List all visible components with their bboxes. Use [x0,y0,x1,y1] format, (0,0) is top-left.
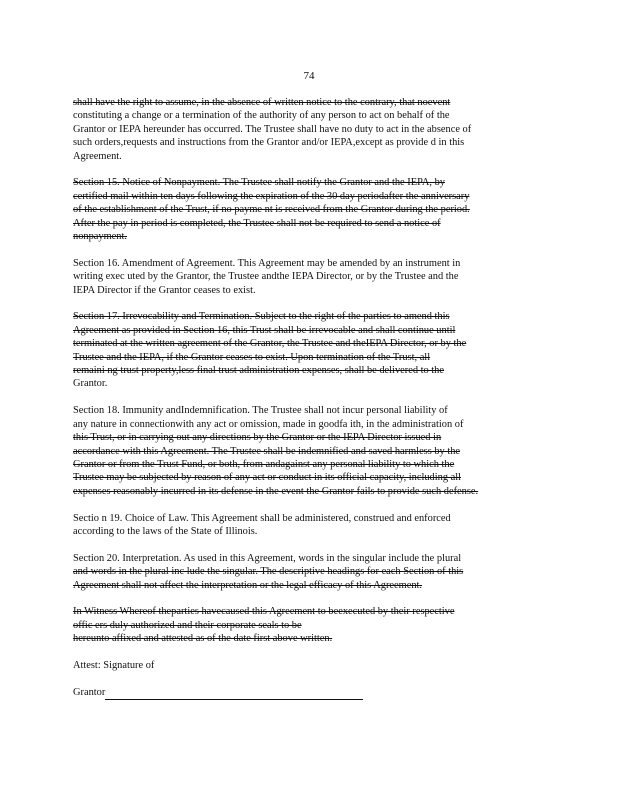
struck-text-line: Agreement as provided in Section 16, this Trust shall be irrevocable and shall continue until [73,324,456,336]
text-line: Agreement. [73,150,122,162]
struck-text-line: Section 17. Irrevocability and Termination. Subject to the right of the parties to amend this [73,311,450,323]
struck-text-line: accordance with this Agreement. The Trustee shall be indemnified and saved harmless by the [73,445,461,457]
paragraph [73,605,543,645]
struck-text-line: expenses reasonably incurred in its defense in the event the Grantor fails to provide such defense. [73,485,479,497]
struck-text-line: After the pay in period is completed, the Trustee shall not be required to send a notice of [73,217,441,229]
text-line: IEPA Director if the Grantor ceases to exist. [73,284,256,296]
paragraph [73,552,543,592]
text-line: Section 16. Amendment of Agreement. This Agreement may be amended by an instrument in [73,257,461,269]
struck-text-line: this Trust, or in carrying out any directions by the Grantor or the IEPA Director issued in [73,432,442,444]
paragraph [73,310,543,390]
text-line: Section 18. Immunity andIndemnification. The Trustee shall not incur personal liability of [73,405,448,417]
text-line: constituting a change or a termination of the authority of any person to act on behalf of the [73,110,450,122]
struck-text-line: and words in the plural inc lude the singular. The descriptive headings for each Section of this [73,566,464,578]
text-line: Grantor or IEPA hereunder has occurred. The Trustee shall have no duty to act in the absence of [73,123,472,135]
page-number: 74 [303,70,315,82]
paragraph [73,176,543,243]
struck-text-line: Grantor or from the Trust Fund, or both, from andagainst any personal liability to which the [73,458,455,470]
struck-text-line: certified mail within ten days following the expiration of the 30 day periodafter the anniversary [73,190,470,202]
struck-text-line: Trustee may be subjected by reason of any act or conduct in its official capacity, including all [73,472,461,484]
text-line: such orders,requests and instructions from the Grantor and/or IEPA,except as provide d in this [73,137,465,149]
text-line: writing exec uted by the Grantor, the Trustee andthe IEPA Director, or by the Trustee and the [73,271,459,283]
struck-text-line: Trustee and the IEPA, if the Grantor ceases to exist. Upon termination of the Trust, all [73,351,431,363]
grantor-signature-field [73,686,543,699]
text-line: Sectio n 19. Choice of Law. This Agreement shall be administered, construed and enforced [73,512,451,524]
paragraph [73,512,543,539]
paragraph-list [73,96,543,646]
struck-text-line: terminated at the written agreement of the Grantor, the Trustee and theIEPA Director, or by the [73,338,467,350]
paragraph [73,257,543,297]
paragraph [73,404,543,498]
text-line: any nature in connectionwith any act or omission, made in goodfa ith, in the administration of [73,418,464,430]
document-body [73,96,543,700]
signature-line [105,689,363,700]
text-line: Grantor. [73,378,108,390]
paragraph [73,96,543,163]
struck-text-line: shall have the right to assume, in the absence of written notice to the contrary, that noevent [73,97,451,108]
struck-text-line: hereunto affixed and attested as of the date first above written. [73,633,333,645]
struck-text-line: nonpayment. [73,231,127,243]
struck-text-line: of the establishment of the Trust, if no payme nt is received from the Grantor during the period. [73,204,470,216]
struck-text-line: Section 15. Notice of Nonpayment. The Trustee shall notify the Grantor and the IEPA, by [73,177,445,189]
struck-text-line: remaini ng trust property,less final trust administration expenses, shall be delivered to the [73,365,444,377]
struck-text-line: Agreement shall not affect the interpretation or the legal efficacy of this Agreement. [73,579,423,591]
grantor-label: Grantor [73,687,106,699]
text-line: according to the laws of the State of Illinois. [73,525,258,537]
attest-label: Attest: Signature of [73,659,155,671]
text-line: Section 20. Interpretation. As used in this Agreement, words in the singular include the plural [73,552,462,564]
struck-text-line: offic ers duly authorized and their corporate seals to be [73,619,302,631]
struck-text-line: In Witness Whereof theparties havecaused this Agreement to beexecuted by their respective [73,606,455,618]
